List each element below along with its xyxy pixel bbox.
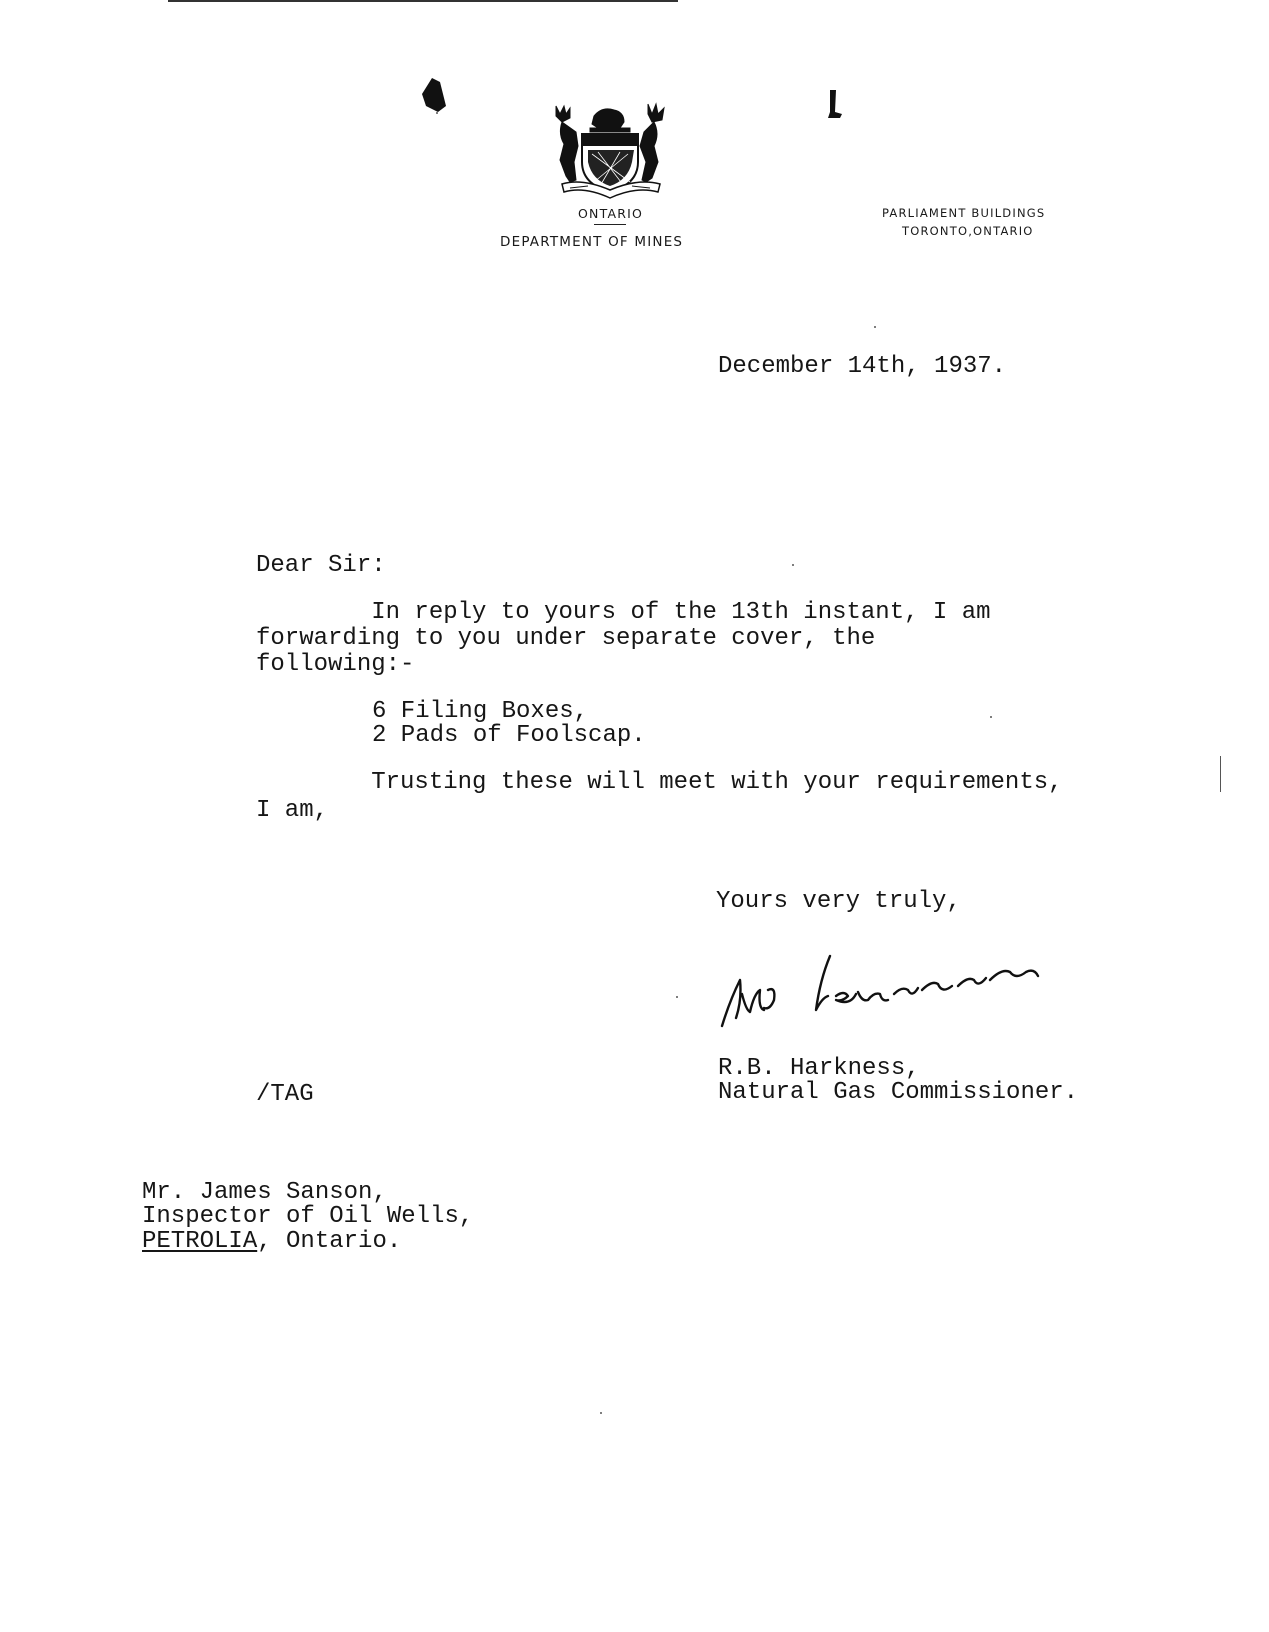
signer-title: Natural Gas Commissioner. [718,1079,1079,1106]
punch-mark-left-icon [418,76,452,116]
scan-speck [676,996,678,998]
scan-speck [600,1412,602,1414]
typist-initials: /TAG [256,1081,314,1108]
letterhead-department: DEPARTMENT OF MINES [500,234,684,250]
signer-name: R.B. Harkness, [718,1055,920,1082]
letterhead-province: ONTARIO [578,206,644,221]
body-paragraph-1-line-3: following:- [256,651,415,678]
recipient-name: Mr. James Sanson, [142,1179,387,1206]
recipient-address-line [142,1229,401,1255]
salutation: Dear Sir: [256,552,386,579]
scan-speck [436,112,438,114]
scan-speck [874,326,876,328]
recipient-province: , Ontario. [257,1228,402,1255]
ontario-coat-of-arms-icon [548,100,672,200]
body-paragraph-2-line-1: Trusting these will meet with your requirements, [256,769,1063,796]
letterhead-address-line1: PARLIAMENT BUILDINGS [882,206,1046,220]
scan-edge-mark [1220,756,1221,792]
recipient-position: Inspector of Oil Wells, [142,1203,474,1230]
body-paragraph-1-line-1: In reply to yours of the 13th instant, I am [256,599,991,626]
letterhead-address-line2: TORONTO,ONTARIO [902,224,1034,238]
handwritten-signature [712,950,1052,1032]
punch-mark-right-icon [824,88,846,120]
top-edge-rule [168,0,678,2]
list-item: 2 Pads of Foolscap. [372,722,646,749]
scan-speck [792,564,794,566]
body-paragraph-1-line-2: forwarding to you under separate cover, the [256,625,876,652]
letter-date: December 14th, 1937. [718,353,1007,380]
letterhead-divider [594,224,626,225]
closing: Yours very truly, [716,888,961,915]
list-item: 6 Filing Boxes, [372,698,589,725]
scan-speck [990,716,992,718]
recipient-town: PETROLIA [142,1228,258,1255]
body-paragraph-2-line-2: I am, [256,797,329,824]
